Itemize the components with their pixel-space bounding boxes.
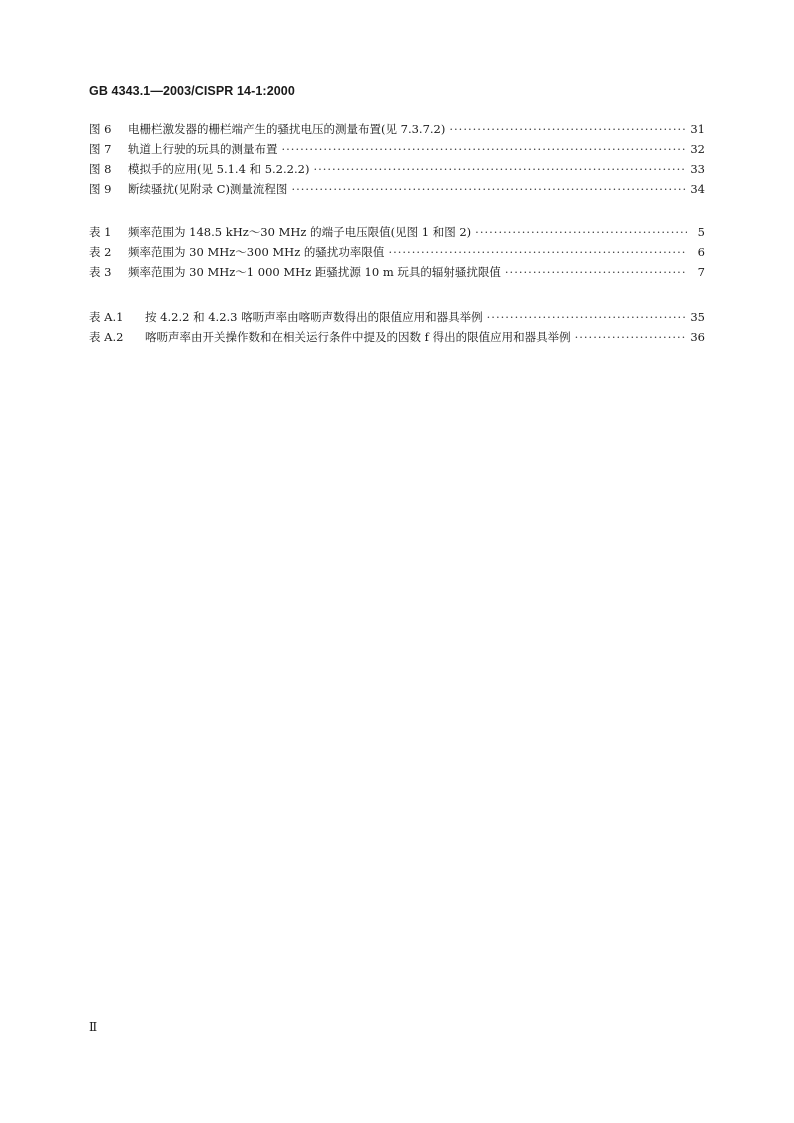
entry-page: 33 [690,162,705,176]
entry-page: 32 [690,142,705,156]
page-number: Ⅱ [89,1020,98,1034]
appendix-table-list [89,309,705,349]
entry-label: 表 2 [89,245,112,259]
dot-leader [575,330,687,344]
figure-list [89,121,705,201]
entry-title: 频率范围为 30 MHz～300 MHz 的骚扰功率限值 [128,245,385,259]
table-list [89,224,705,284]
dot-leader [388,245,687,259]
entry-title: 频率范围为 148.5 kHz～30 MHz 的端子电压限值(见图 1 和图 2) [128,225,472,239]
entry-page: 36 [690,330,705,344]
dot-leader [449,122,686,136]
entry-label: 表 A.2 [89,330,124,344]
entry-label: 表 A.1 [89,310,124,324]
toc-entry-table-3[interactable] [89,264,705,284]
document-header: GB 4343.1—2003/CISPR 14-1:2000 [89,84,295,98]
entry-label: 表 1 [89,225,112,239]
entry-page: 7 [697,265,705,279]
toc-entry-table-1[interactable] [89,224,705,244]
entry-title: 电栅栏激发器的栅栏端产生的骚扰电压的测量布置(见 7.3.7.2) [128,122,446,136]
entry-title: 轨道上行驶的玩具的测量布置 [128,142,278,156]
entry-page: 31 [690,122,705,136]
toc-entry-figure-8[interactable] [89,161,705,181]
entry-page: 35 [690,310,705,324]
entry-page: 6 [697,245,705,259]
toc-entry-figure-6[interactable] [89,121,705,141]
dot-leader [282,142,687,156]
toc-entry-table-2[interactable] [89,244,705,264]
entry-title: 断续骚扰(见附录 C)测量流程图 [128,182,288,196]
entry-label: 表 3 [89,265,112,279]
entry-label: 图 9 [89,182,112,196]
dot-leader [475,225,687,239]
entry-title: 按 4.2.2 和 4.2.3 喀呖声率由喀呖声数得出的限值应用和器具举例 [145,310,483,324]
dot-leader [313,162,686,176]
dot-leader [487,310,687,324]
entry-title: 喀呖声率由开关操作数和在相关运行条件中提及的因数 f 得出的限值应用和器具举例 [145,330,571,344]
dot-leader [505,265,687,279]
entry-title: 模拟手的应用(见 5.1.4 和 5.2.2.2) [128,162,310,176]
entry-title: 频率范围为 30 MHz～1 000 MHz 距骚扰源 10 m 玩具的辐射骚扰限值 [128,265,501,279]
entry-label: 图 7 [89,142,112,156]
toc-entry-table-a1[interactable] [89,309,705,329]
entry-label: 图 8 [89,162,112,176]
entry-page: 34 [690,182,705,196]
dot-leader [291,182,686,196]
toc-entry-figure-7[interactable] [89,141,705,161]
toc-entry-figure-9[interactable] [89,181,705,201]
toc-entry-table-a2[interactable] [89,329,705,349]
entry-label: 图 6 [89,122,112,136]
entry-page: 5 [697,225,705,239]
